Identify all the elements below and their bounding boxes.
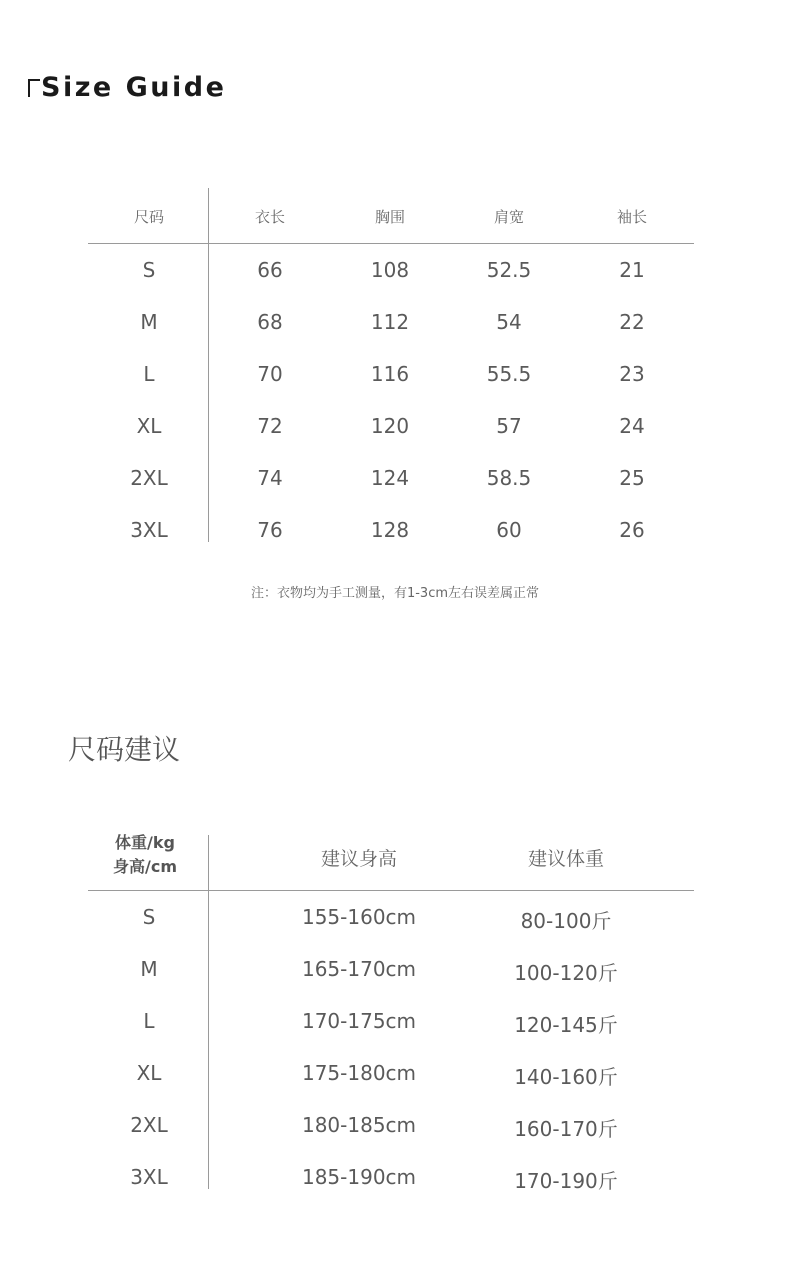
table-cell: 140-160斤	[514, 1065, 618, 1089]
header-recommended-weight: 建议体重	[527, 848, 605, 870]
table-cell: 170-175cm	[301, 1009, 417, 1033]
table-cell: 57	[496, 414, 522, 438]
table-cell: M	[140, 310, 158, 334]
column-divider	[208, 835, 209, 1189]
section-title-size-advice: 尺码建议	[68, 733, 181, 766]
table-cell: 3XL	[130, 518, 168, 542]
size-measurement-table	[88, 188, 694, 544]
table-cell: M	[140, 957, 158, 981]
table-cell: 23	[619, 362, 645, 386]
header-corner-weight: 体重/kg	[115, 833, 175, 852]
table-cell: 66	[257, 258, 283, 282]
page-title	[28, 72, 226, 103]
table-cell: 2XL	[130, 466, 168, 490]
table-cell: 55.5	[486, 362, 532, 386]
table-cell: 165-170cm	[301, 957, 417, 981]
table-cell: L	[143, 362, 155, 386]
header-corner	[113, 831, 177, 879]
header-corner-height: 身高/cm	[112, 857, 178, 876]
table-cell: 108	[370, 258, 410, 282]
table-cell: 185-190cm	[301, 1165, 417, 1189]
column-divider	[208, 188, 209, 542]
table-cell: 175-180cm	[301, 1061, 417, 1085]
table-cell: 24	[619, 414, 645, 438]
table-cell: 128	[370, 518, 410, 542]
table-cell: S	[142, 258, 156, 282]
table-cell: 120-145斤	[514, 1013, 618, 1037]
table-cell: 80-100斤	[520, 909, 612, 933]
table-cell: 124	[370, 466, 410, 490]
table-cell: 72	[257, 414, 283, 438]
table-cell: XL	[136, 1061, 162, 1085]
table-cell: 21	[619, 258, 645, 282]
table-cell: 54	[496, 310, 522, 334]
table-cell: 2XL	[130, 1113, 168, 1137]
table-cell: 26	[619, 518, 645, 542]
table-cell: 170-190斤	[514, 1169, 618, 1193]
table-cell: L	[143, 1009, 155, 1033]
size-recommendation-table	[88, 835, 694, 1191]
table-cell: 22	[619, 310, 645, 334]
table-cell: 76	[257, 518, 283, 542]
table-cell: XL	[136, 414, 162, 438]
table-cell: 155-160cm	[301, 905, 417, 929]
table-cell: 25	[619, 466, 645, 490]
table-cell: 112	[370, 310, 410, 334]
table-cell: 52.5	[486, 258, 532, 282]
table-cell: 58.5	[486, 466, 532, 490]
table-cell: 70	[257, 362, 283, 386]
header-recommended-height: 建议身高	[320, 848, 398, 870]
table-cell: 60	[496, 518, 522, 542]
table-cell: 116	[370, 362, 410, 386]
table-cell: 120	[370, 414, 410, 438]
header-sleeve: 袖长	[616, 208, 648, 226]
header-divider	[88, 243, 694, 244]
table-cell: 100-120斤	[514, 961, 618, 985]
table-cell: 160-170斤	[514, 1117, 618, 1141]
table-cell: S	[142, 905, 156, 929]
header-size: 尺码	[133, 208, 165, 226]
table-cell: 68	[257, 310, 283, 334]
measurement-note: 注：衣物均为手工测量，有1-3cm左右误差属正常	[250, 586, 540, 601]
header-length: 衣长	[254, 208, 286, 226]
table-cell: 3XL	[130, 1165, 168, 1189]
header-divider	[88, 890, 694, 891]
header-chest: 胸围	[374, 208, 406, 226]
corner-bracket-icon	[28, 79, 40, 97]
table-cell: 180-185cm	[301, 1113, 417, 1137]
page-title-text: Size Guide	[41, 72, 227, 103]
table-cell: 74	[257, 466, 283, 490]
header-shoulder: 肩宽	[493, 208, 525, 226]
